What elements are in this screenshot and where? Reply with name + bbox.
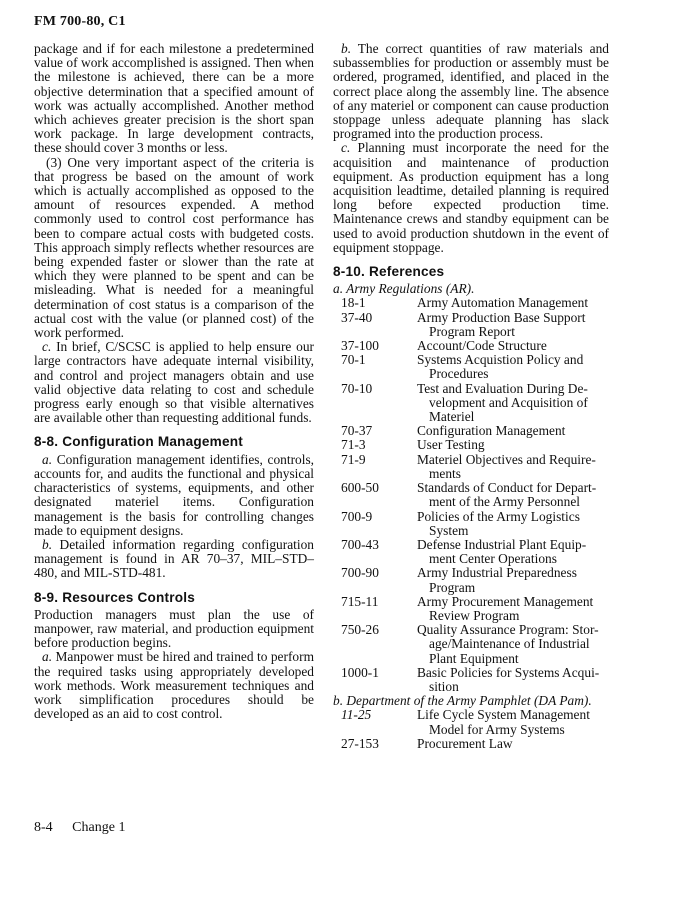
change-label: Change 1	[72, 820, 126, 835]
reference-row	[333, 566, 609, 594]
paragraph-text: Manpower must be hired and trained to perform the required tasks using appropriately developed work methods. Work measurement techniques and work simplification procedures should be developed as an aid to cost control.	[34, 649, 314, 722]
reference-title-line: Procedures	[429, 366, 489, 382]
reference-title-line: Standards of Conduct for Depart-	[417, 480, 597, 496]
reference-number: 700-9	[341, 508, 373, 524]
reference-title	[417, 453, 609, 481]
reference-number: 715-11	[341, 593, 379, 609]
page-footer	[34, 820, 141, 836]
reference-title	[417, 595, 609, 623]
reference-title	[417, 666, 609, 694]
reference-title	[417, 481, 609, 509]
reference-number: 70-37	[341, 423, 373, 439]
reference-title	[417, 296, 609, 310]
reference-title-line: Quality Assurance Program: Stor-	[417, 622, 599, 638]
reference-title-line: Policies of the Army Logistics	[417, 508, 580, 524]
reference-title-line: Procurement Law	[417, 735, 513, 751]
paragraph-letter: c.	[341, 140, 351, 156]
reference-title	[417, 510, 609, 538]
paragraph-letter: b.	[42, 536, 53, 552]
section-heading-8-10: 8-10. References	[333, 264, 445, 280]
reference-row	[333, 510, 609, 538]
reference-number: 600-50	[341, 480, 379, 496]
paragraph-text: Configuration management identifies, controls, accounts for, and audits the functional and physical characteristics of systems, equipments, and other designated materiel items. Configuration management is the basis for controlling changes made to equipment designs.	[34, 451, 314, 538]
reference-row	[333, 481, 609, 509]
paragraph-letter: c.	[42, 339, 52, 355]
reference-row	[333, 311, 609, 339]
reference-row	[333, 708, 609, 736]
reference-title-line: Program	[429, 579, 476, 595]
reference-title	[417, 353, 609, 381]
reference-title-line: Test and Evaluation During De-	[417, 380, 588, 396]
reference-number: 1000-1	[341, 664, 379, 680]
left-column	[34, 42, 314, 721]
reference-title-line: Review Program	[429, 607, 520, 623]
paragraph	[333, 141, 609, 255]
right-column	[333, 42, 609, 751]
paragraph	[34, 538, 314, 581]
reference-row	[333, 438, 609, 452]
reference-number: 11-25	[341, 707, 372, 723]
reference-row	[333, 382, 609, 425]
paragraph-letter: a.	[42, 451, 53, 467]
reference-number: 37-100	[341, 338, 379, 354]
reference-title	[417, 311, 609, 339]
reference-title-line: Army Industrial Preparedness	[417, 565, 577, 581]
paragraph	[34, 340, 314, 425]
reference-row	[333, 538, 609, 566]
reference-title-line: Plant Equipment	[429, 650, 519, 666]
reference-row	[333, 424, 609, 438]
reference-title-line: sition	[429, 678, 459, 694]
reference-title-line: Account/Code Structure	[417, 338, 547, 354]
reference-row	[333, 595, 609, 623]
reference-title-line: User Testing	[417, 437, 485, 453]
reference-title	[417, 339, 609, 353]
ref-group-title-ar: a. Army Regulations (AR).	[333, 281, 475, 297]
reference-title-line: Systems Acquistion Policy and	[417, 352, 584, 368]
section-heading-8-9: 8-9. Resources Controls	[34, 589, 195, 605]
reference-title-line: Materiel Objectives and Require-	[417, 451, 596, 467]
paragraph: (3) One very important aspect of the criteria is that progress be based on the amount of work which is actually accomplished as opposed to the amount of resources expended. A method commonly used to control cost performance has been to compare actual costs with budgeted costs. This approach simply reflects whether resources are being expended faster or slower than the rate at which they were planned to be spent and can be misleading. What is needed for a meaningful determination of cost status is a comparison of the actual cost with the value (or planned cost) of the work performed.	[34, 154, 314, 341]
reference-number: 70-10	[341, 380, 373, 396]
paragraph: Production managers must plan the use of manpower, raw material, and production equipment before production begins.	[34, 606, 314, 651]
reference-title-line: Army Automation Management	[417, 295, 589, 311]
page-number: 8-4	[34, 820, 53, 835]
paragraph-text: In brief, C/SCSC is applied to help ensure our large contractors have adequate internal visibility, and control and project managers obtain and use valid objective data relating to cost and schedule progress early enough so that visible alternatives are available other than requesting additional funds.	[34, 339, 314, 426]
reference-title-line: Life Cycle System Management	[417, 707, 590, 723]
reference-title-line: Army Production Base Support	[417, 309, 586, 325]
reference-title-line: Army Procurement Management	[417, 593, 594, 609]
reference-title-line: Configuration Management	[417, 423, 566, 439]
paragraph-letter: a.	[42, 649, 53, 665]
reference-number: 700-43	[341, 536, 379, 552]
paragraph	[34, 453, 314, 538]
reference-title-line: Program Report	[429, 323, 515, 339]
reference-number: 71-3	[341, 437, 366, 453]
reference-row	[333, 737, 609, 751]
reference-title-line: Defense Industrial Plant Equip-	[417, 536, 587, 552]
reference-number: 71-9	[341, 451, 366, 467]
reference-title-line: Basic Policies for Systems Acqui-	[417, 664, 600, 680]
ref-group-title-pam: b. Department of the Army Pamphlet (DA Pam).	[333, 693, 592, 709]
paragraph-text: The correct quantities of raw materials and subassemblies for production or assembly must be ordered, programed, identified, and placed in the correct place along the assembly line. The absence of any materiel or component can cause production stoppage unless adequate planning has slack programed into the production process.	[333, 41, 609, 142]
reference-list-ar	[333, 296, 609, 694]
reference-title-line: ments	[429, 465, 461, 481]
reference-title-line: ment of the Army Personnel	[429, 494, 580, 510]
reference-row	[333, 296, 609, 310]
section-heading-8-8: 8-8. Configuration Management	[34, 434, 243, 450]
reference-title	[417, 737, 609, 751]
reference-row	[333, 453, 609, 481]
reference-title-line: age/Maintenance of Industrial	[429, 636, 590, 652]
paragraph-text: Planning must incorporate the need for the acquisition and maintenance of production equipment. As production equipment has a long acquisition leadtime, detailed planning is required long before expected production time. Maintenance crews and standby equipment can be used to avoid production shutdown in the event of equipment stoppage.	[333, 140, 609, 255]
reference-title-line: System	[429, 522, 469, 538]
reference-list-pam	[333, 708, 609, 751]
reference-row	[333, 339, 609, 353]
reference-title-line: Materiel	[429, 409, 475, 425]
reference-number: 70-1	[341, 352, 366, 368]
reference-number: 700-90	[341, 565, 379, 581]
reference-title	[417, 623, 609, 666]
reference-row	[333, 666, 609, 694]
reference-title-line: velopment and Acquisition of	[429, 394, 588, 410]
reference-title	[417, 538, 609, 566]
reference-title	[417, 424, 609, 438]
reference-title	[417, 438, 609, 452]
reference-row	[333, 353, 609, 381]
paragraph-text: Detailed information regarding configuration management is found in AR 70–37, MIL–STD–480, and MIL-STD-481.	[34, 536, 314, 581]
reference-row	[333, 623, 609, 666]
reference-title	[417, 566, 609, 594]
reference-number: 27-153	[341, 735, 379, 751]
page-header: FM 700-80, C1	[34, 14, 126, 29]
reference-number: 18-1	[341, 295, 366, 311]
reference-title-line: ment Center Operations	[429, 551, 557, 567]
paragraph	[333, 42, 609, 141]
reference-number: 37-40	[341, 309, 373, 325]
reference-title	[417, 708, 609, 736]
reference-title	[417, 382, 609, 425]
paragraph: package and if for each milestone a predetermined value of work accomplished is assigned. Then when the milestone is achieved, there can be a more objective determination that a specified amount of work was actually accomplished. Another method which achieves greater precision is the short span work package. In large development contracts, these should cover 3 months or less.	[34, 41, 314, 156]
paragraph-letter: b.	[341, 41, 352, 56]
reference-number: 750-26	[341, 622, 379, 638]
reference-title-line: Model for Army Systems	[429, 721, 565, 737]
paragraph	[34, 650, 314, 721]
